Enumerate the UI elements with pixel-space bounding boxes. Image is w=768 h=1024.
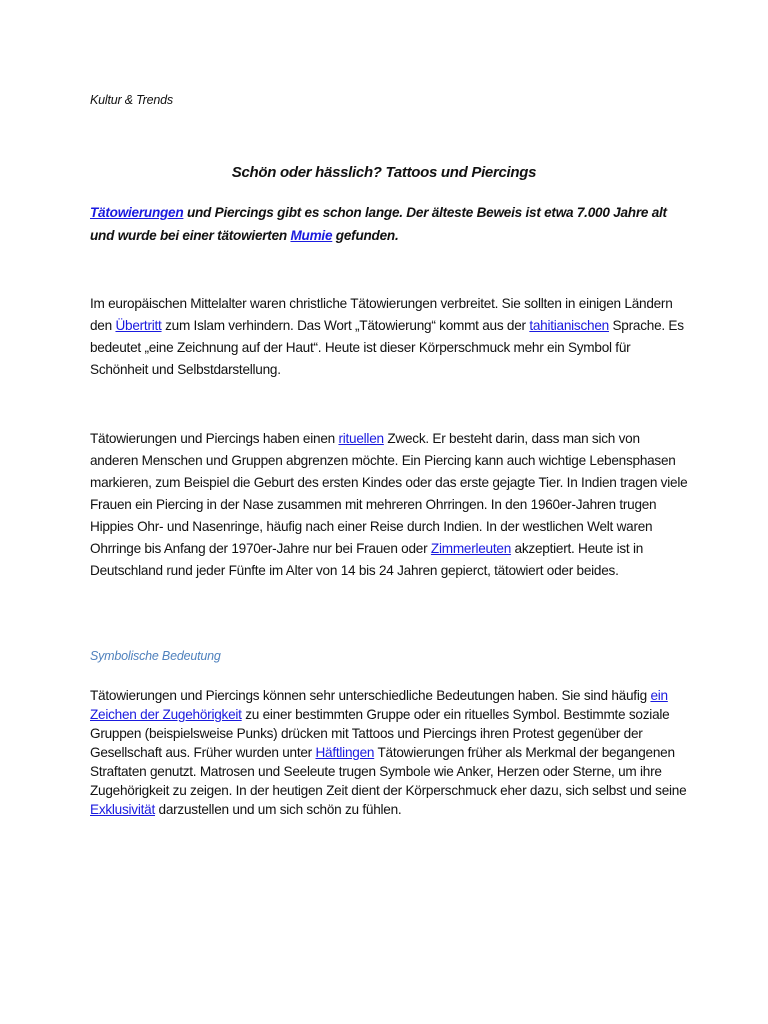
link-zugehoerigkeit[interactable]: ein Zeichen der Zugehörigkeit — [90, 688, 668, 722]
lead-paragraph — [90, 201, 690, 247]
p2-text-2: Zweck. Er besteht darin, dass man sich von anderen Menschen und Gruppen abgrenzen möchte. Ein Piercing kann auch wichtige Lebensphasen markieren, zum Beispiel die Geburt des ersten Kindes oder das erste gejagte Tier. In Indien tragen viele Frauen ein Piercing in der Nase zusammen mit mehreren Ohrringen. In den 1960er-Jahren trugen Hippies Ohr- und Nasenringe, häufig nach einer Reise durch Indien. In der westlichen Welt waren Ohrringe bis Anfang der 1970er-Jahre nur bei Frauen oder — [90, 431, 688, 556]
p3-text-3: Tätowierungen früher als Merkmal der begangenen Straftaten genutzt. Matrosen und Seeleute trugen Symbole wie Anker, Herzen oder Sterne, um ihre Zugehörigkeit zu zeigen. In der heutigen Zeit dient der Körperschmuck eher dazu, sich selbst und seine — [90, 745, 687, 798]
paragraph-rituelle-zwecke — [90, 428, 690, 582]
lead-text-1: und Piercings gibt es schon lange. Der älteste Beweis ist etwa 7.000 Jahre alt und wurde bei einer tätowierten — [90, 205, 667, 243]
category-label: Kultur & Trends — [90, 93, 173, 107]
p2-text-3: akzeptiert. Heute ist in Deutschland rund jeder Fünfte im Alter von 14 bis 24 Jahren gepierct, tätowiert oder beides. — [90, 541, 644, 578]
link-rituellen[interactable]: rituellen — [338, 431, 384, 446]
link-tahitianischen[interactable]: tahitianischen — [529, 318, 609, 333]
link-exklusivitaet[interactable]: Exklusivität — [90, 802, 155, 817]
section-heading: Symbolische Bedeutung — [90, 649, 221, 663]
link-uebertritt[interactable]: Übertritt — [115, 318, 162, 333]
article-title: Schön oder hässlich? Tattoos und Piercings — [231, 164, 537, 181]
p1-text-3: Sprache. Es bedeutet „eine Zeichnung auf der Haut“. Heute ist dieser Körperschmuck mehr ein Symbol für Schönheit und Selbstdarstellung. — [90, 318, 684, 377]
link-mumie[interactable]: Mumie — [290, 228, 333, 243]
p3-text-4: darzustellen und um sich schön zu fühlen. — [155, 802, 402, 817]
link-zimmerleuten[interactable]: Zimmerleuten — [430, 541, 512, 556]
link-haeftlingen[interactable]: Häftlingen — [315, 745, 375, 760]
p2-text-1: Tätowierungen und Piercings haben einen — [90, 431, 339, 446]
p1-text-2: zum Islam verhindern. Das Wort „Tätowierung“ kommt aus der — [161, 318, 530, 333]
paragraph-symbolische-bedeutung — [90, 686, 690, 819]
paragraph-mittelalter — [90, 293, 690, 381]
lead-text-2: gefunden. — [332, 228, 399, 243]
link-taetowierungen[interactable]: Tätowierungen — [90, 205, 184, 220]
p1-text-1: Im europäischen Mittelalter waren christliche Tätowierungen verbreitet. Sie sollten in einigen Ländern den — [90, 296, 673, 333]
p3-text-2: zu einer bestimmten Gruppe oder ein rituelles Symbol. Bestimmte soziale Gruppen (beispielsweise Punks) drücken mit Tattoos und Piercings ihren Protest gegenüber der Gesellschaft aus. Früher wurden unter — [90, 707, 670, 760]
p3-text-1: Tätowierungen und Piercings können sehr unterschiedliche Bedeutungen haben. Sie sind häufig — [90, 688, 651, 703]
